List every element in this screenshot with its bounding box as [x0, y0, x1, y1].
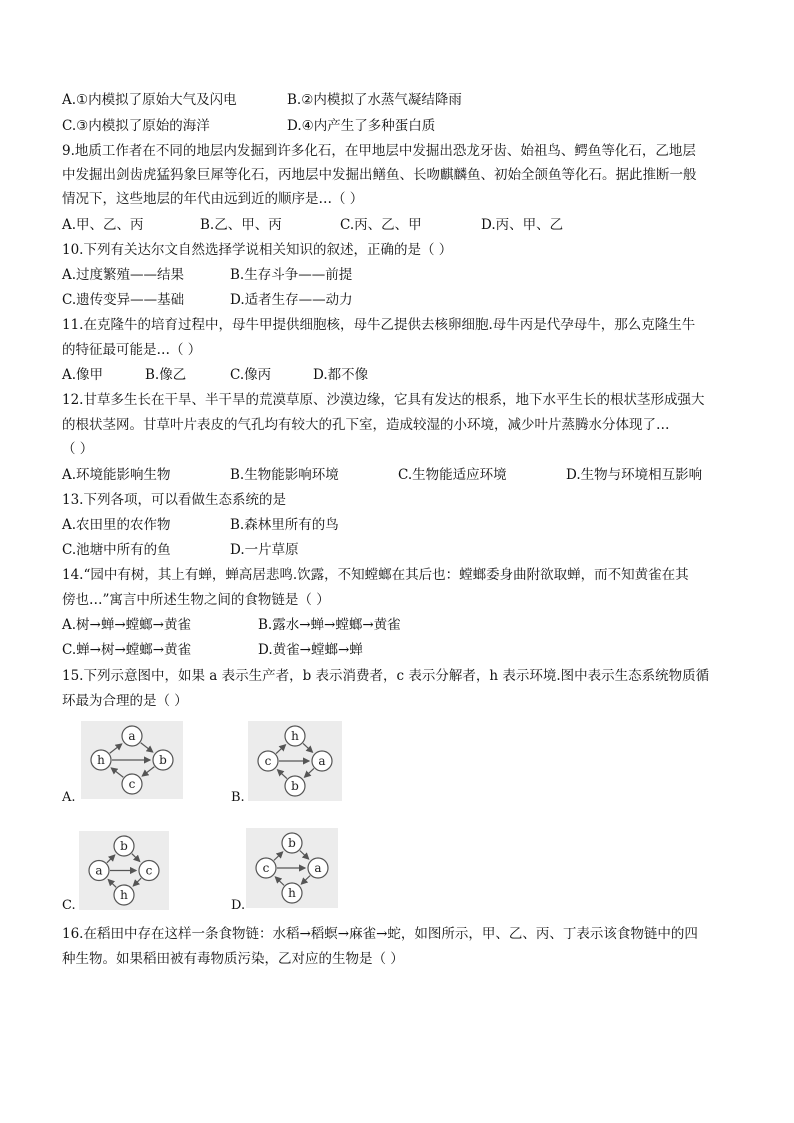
q9-stem-line-1: 9.地质工作者在不同的地层内发掘到许多化石，在甲地层中发掘出恐龙牙齿、始祖鸟、鳄鱼等化石，乙地层	[62, 143, 696, 159]
q14-option-b: B.露水→蝉→螳螂→黄雀	[258, 617, 401, 633]
cycle-arrow	[274, 852, 283, 860]
cycle-diagram-d-svg	[246, 828, 338, 908]
q12-stem-line-3: （ ）	[62, 441, 94, 457]
q8-option-a: A.①内模拟了原始大气及闪电	[62, 92, 237, 108]
q13-option-c: C.池塘中所有的鱼	[62, 542, 171, 558]
cycle-node-label: c	[264, 754, 272, 768]
cycle-arrow	[141, 743, 153, 752]
q11-option-a: A.像甲	[62, 367, 104, 383]
q10-option-b: B.生存斗争——前提	[230, 267, 353, 283]
cycle-arrow	[305, 768, 314, 777]
cycle-diagram-b-svg	[248, 721, 342, 801]
q11-option-c: C.像丙	[230, 367, 272, 383]
q14-option-c: C.蝉→树→螳螂→黄雀	[62, 642, 192, 658]
cycle-arrow	[300, 851, 309, 859]
q15-stem-line-2: 环最为合理的是（ ）	[62, 693, 188, 709]
q10-option-d: D.适者生存——动力	[230, 292, 353, 308]
cycle-arrow	[142, 767, 154, 776]
q9-option-a: A.甲、乙、丙	[62, 217, 144, 233]
q12-option-c: C.生物能适应环境	[398, 467, 507, 483]
q13-option-d: D.一片草原	[230, 542, 299, 558]
q15-option-c-label: C.	[62, 898, 76, 913]
q11-stem-line-1: 11.在克隆牛的培育过程中，母牛甲提供细胞核，母牛乙提供去核卵细胞.母牛丙是代孕母牛，那么克隆生牛	[62, 317, 696, 333]
cycle-arrow	[132, 854, 140, 862]
q9-stem-line-2: 中发掘出剑齿虎猛犸象巨犀等化石，丙地层中发掘出鳝鱼、长吻麒麟鱼、初始全颌鱼等化石。据此推断一般	[62, 167, 697, 183]
q15-option-a-label: A.	[62, 790, 76, 805]
q12-option-b: B.生物能影响环境	[230, 467, 339, 483]
cycle-diagram-a-svg	[81, 721, 183, 799]
q9-option-b: B.乙、甲、丙	[200, 217, 282, 233]
q15-option-d-label: D.	[231, 898, 246, 913]
cycle-diagram-b	[248, 721, 342, 801]
cycle-arrow	[303, 743, 312, 752]
cycle-arrow	[133, 878, 141, 886]
q11-option-b: B.像乙	[145, 367, 187, 383]
cycle-node-label: a	[314, 861, 322, 875]
cycle-node-label: a	[128, 729, 136, 743]
cycle-arrow	[276, 745, 285, 754]
q10-stem: 10.下列有关达尔文自然选择学说相关知识的叙述，正确的是（ ）	[62, 242, 453, 258]
q13-option-b: B.森林里所有的鸟	[230, 517, 339, 533]
cycle-arrow	[275, 877, 284, 885]
q14-option-d: D.黄雀→螳螂→蝉	[258, 642, 363, 658]
q9-stem-line-3: 情况下，这些地层的年代由远到近的顺序是…（ ）	[62, 191, 364, 207]
q8-option-c: C.③内模拟了原始的海洋	[62, 118, 210, 134]
q12-option-a: A.环境能影响生物	[62, 467, 171, 483]
q8-option-b: B.②内模拟了水蒸气凝结降雨	[287, 92, 462, 108]
cycle-node-label: b	[120, 839, 128, 853]
cycle-node-label: h	[120, 888, 128, 902]
q16-stem-line-1: 16.在稻田中存在这样一条食物链：水稻→稻螟→麻雀→蛇，如图所示，甲、乙、丙、丁表示该食物链中的四	[62, 926, 698, 942]
q12-option-d: D.生物与环境相互影响	[566, 467, 703, 483]
q14-stem-line-2: 傍也…”寓言中所述生物之间的食物链是（ ）	[62, 592, 330, 608]
q16-stem-line-2: 种生物。如果稻田被有毒物质污染，乙对应的生物是（ ）	[62, 951, 404, 967]
cycle-node-label: b	[288, 836, 296, 850]
q13-stem: 13.下列各项，可以看做生态系统的是	[62, 492, 286, 508]
cycle-node-label: b	[291, 779, 299, 793]
cycle-arrow	[107, 855, 115, 863]
cycle-diagram-a	[81, 721, 183, 799]
cycle-arrow	[110, 744, 122, 753]
q15-stem-line-1: 15.下列示意图中，如果 a 表示生产者，b 表示消费者，c 表示分解者，h 表示环境.图中表示生态系统物质循	[62, 668, 710, 684]
q9-option-d: D.丙、甲、乙	[481, 217, 564, 233]
cycle-node-label: c	[145, 863, 153, 878]
q14-stem-line-1: 14.“园中有树，其上有蝉，蝉高居悲鸣.饮露，不知螳螂在其后也：螳螂委身曲附欲取蝉，而不知黄雀在其	[62, 567, 689, 583]
q11-option-d: D.都不像	[313, 367, 369, 383]
q15-option-b-label: B.	[231, 790, 245, 805]
cycle-node-label: h	[288, 886, 296, 900]
cycle-node-label: c	[128, 777, 136, 791]
q12-stem-line-2: 的根状茎网。甘草叶片表皮的气孔均有较大的孔下室，造成较湿的小环境，减少叶片蒸腾水分体现了…	[62, 417, 670, 433]
q11-stem-line-2: 的特征最可能是…（ ）	[62, 342, 202, 358]
cycle-diagram-d	[246, 828, 338, 908]
cycle-diagram-c-svg	[79, 831, 169, 910]
q12-stem-line-1: 12.甘草多生长在干旱、半干旱的荒漠草原、沙漠边缘，它具有发达的根系，地下水平生长的根状茎形成强大	[62, 392, 705, 408]
q8-option-d: D.④内产生了多种蛋白质	[287, 118, 436, 134]
q9-option-c: C.丙、乙、甲	[340, 217, 422, 233]
cycle-node-label: b	[159, 753, 167, 767]
cycle-node-label: h	[97, 753, 105, 767]
cycle-arrow	[108, 880, 116, 888]
cycle-arrow	[278, 770, 287, 779]
q14-option-a: A.树→蝉→螳螂→黄雀	[62, 617, 191, 633]
cycle-node-label: a	[95, 863, 103, 878]
cycle-node-label: h	[291, 729, 299, 743]
cycle-arrow	[301, 876, 310, 884]
q10-option-c: C.遗传变异——基础	[62, 292, 185, 308]
cycle-node-label: c	[262, 861, 270, 875]
cycle-diagram-c	[79, 831, 169, 910]
cycle-arrow	[111, 768, 123, 777]
q13-option-a: A.农田里的农作物	[62, 517, 171, 533]
cycle-node-label: a	[318, 754, 326, 768]
q10-option-a: A.过度繁殖——结果	[62, 267, 185, 283]
